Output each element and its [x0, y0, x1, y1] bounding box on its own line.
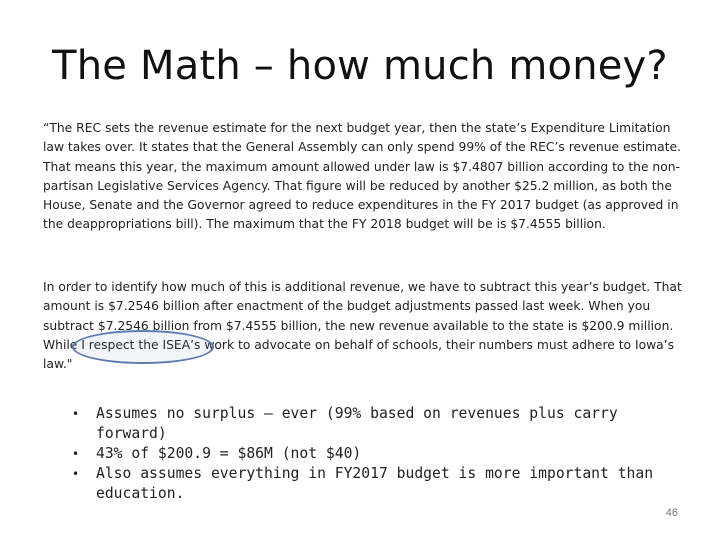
bullet-text: Assumes no surplus – ever (99% based on revenues plus carry forward)	[96, 405, 618, 442]
highlight-oval-annotation	[72, 330, 214, 364]
bullet-item-3	[72, 464, 692, 504]
quote-paragraph-2: In order to identify how much of this is additional revenue, we have to subtract this year’s budget. That amount is $7.2546 billion after enactment of the budget adjustments passed last week. When you subtract $7.2546 billion from $7.4555 billion, the new revenue available to the state is $200.9 million. While I respect the ISEA’s work to advocate on behalf of schools, their numbers must adhere to Iowa’s law."	[43, 280, 682, 372]
bullet-marker: •	[72, 467, 80, 481]
bullet-marker: •	[72, 407, 80, 421]
bullet-list	[72, 404, 692, 504]
bullet-text: 43% of $200.9 = $86M (not $40)	[96, 445, 362, 462]
quote-paragraph-1: “The REC sets the revenue estimate for the next budget year, then the state’s Expenditure Limitation law takes over. It states that the General Assembly can only spend 99% of the REC’s revenue estimate. That means this year, the maximum amount allowed under law is $7.4807 billion according to the non-partisan Legislative Services Agency. That figure will be reduced by another $25.2 million, as both the House, Senate and the Governor agreed to reduce expenditures in the FY 2017 budget (as approved in the deappropriations bill). The maximum that the FY 2018 budget will be is $7.4555 billion.	[43, 121, 681, 232]
bullet-item-2	[72, 444, 692, 464]
bullet-text: Also assumes everything in FY2017 budget is more important than education.	[96, 465, 654, 502]
slide-title: The Math – how much money?	[52, 43, 668, 89]
bullet-marker: •	[72, 447, 80, 461]
bullet-item-1	[72, 404, 692, 444]
page-number: 46	[665, 507, 678, 519]
